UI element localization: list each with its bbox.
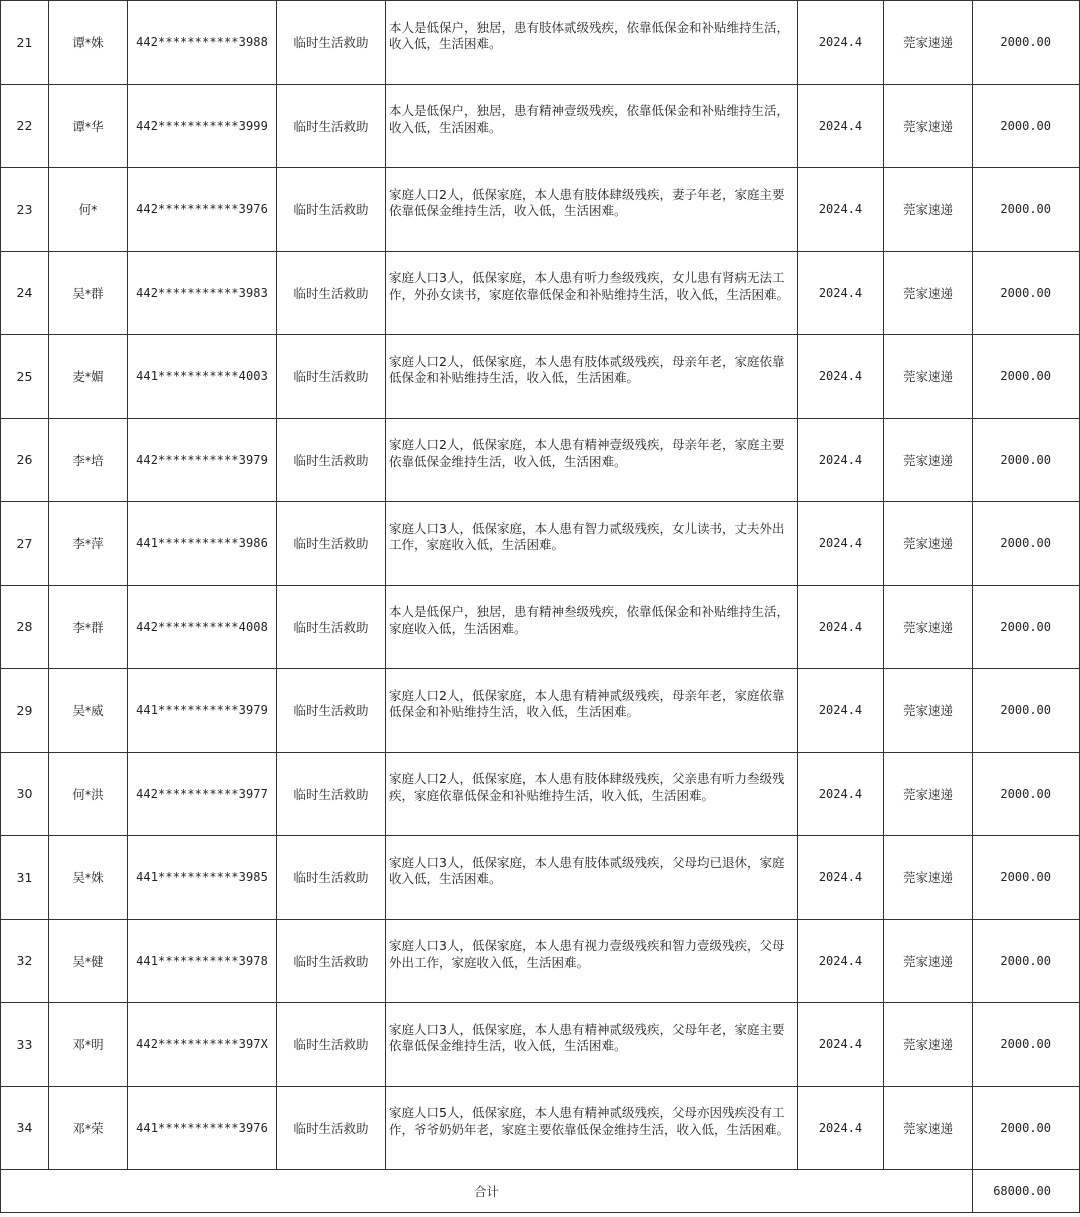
date-cell: 2024.4: [798, 752, 884, 836]
amount-cell: 2000.00: [973, 836, 1080, 920]
payment-method-cell: 莞家速递: [884, 84, 973, 168]
row-number-cell: 27: [1, 502, 49, 586]
id-number-cell: 441***********3986: [128, 502, 277, 586]
relief-type-cell: 临时生活救助: [277, 335, 386, 419]
situation-text: 本人是低保户，独居，患有肢体贰级残疾，依靠低保金和补贴维持生活，收入低，生活困难。: [389, 19, 790, 52]
situation-text: 家庭人口2人，低保家庭，本人患有精神贰级残疾，母亲年老，家庭依靠低保金和补贴维持生活，收入低，生活困难。: [389, 687, 785, 720]
row-number-cell: 28: [1, 585, 49, 669]
relief-type-cell: 临时生活救助: [277, 502, 386, 586]
total-row: [1, 1170, 1080, 1213]
name-cell: 李*群: [49, 585, 128, 669]
situation-text: 本人是低保户，独居，患有精神壹级残疾，依靠低保金和补贴维持生活，收入低，生活困难。: [389, 103, 790, 135]
table-row: [1, 1086, 1080, 1170]
relief-type-cell: 临时生活救助: [277, 84, 386, 168]
name-cell: 谭*姝: [49, 1, 128, 85]
id-number-cell: 442***********397X: [128, 1003, 277, 1087]
id-number-cell: 442***********3988: [128, 1, 277, 85]
amount-cell: 2000.00: [973, 1, 1080, 85]
name-cell: 吴*姝: [49, 836, 128, 920]
table-row: [1, 168, 1080, 252]
situation-cell: [386, 84, 798, 168]
relief-type-cell: 临时生活救助: [277, 919, 386, 1003]
table-body: [1, 1, 1080, 1170]
total-label: 合计: [1, 1170, 973, 1213]
payment-method-cell: 莞家速递: [884, 1003, 973, 1087]
situation-cell: [386, 919, 798, 1003]
row-number-cell: 32: [1, 919, 49, 1003]
name-cell: 邓*明: [49, 1003, 128, 1087]
total-amount: 68000.00: [973, 1170, 1080, 1213]
situation-cell: [386, 1, 798, 85]
amount-cell: 2000.00: [973, 251, 1080, 335]
date-cell: 2024.4: [798, 1003, 884, 1087]
table-row: [1, 335, 1080, 419]
situation-cell: [386, 168, 798, 252]
row-number-cell: 33: [1, 1003, 49, 1087]
table-row: [1, 1003, 1080, 1087]
amount-cell: 2000.00: [973, 1086, 1080, 1170]
amount-cell: 2000.00: [973, 669, 1080, 753]
payment-method-cell: 莞家速递: [884, 168, 973, 252]
situation-text: 家庭人口3人，低保家庭，本人患有听力叁级残疾，女儿患有肾病无法工作，外孙女读书，家庭依靠低保金和补贴维持生活，收入低，生活困难。: [389, 270, 790, 302]
row-number-cell: 25: [1, 335, 49, 419]
amount-cell: 2000.00: [973, 502, 1080, 586]
amount-cell: 2000.00: [973, 752, 1080, 836]
id-number-cell: 442***********3983: [128, 251, 277, 335]
relief-type-cell: 临时生活救助: [277, 1086, 386, 1170]
date-cell: 2024.4: [798, 502, 884, 586]
situation-cell: [386, 1086, 798, 1170]
situation-cell: [386, 836, 798, 920]
row-number-cell: 31: [1, 836, 49, 920]
amount-cell: 2000.00: [973, 168, 1080, 252]
name-cell: 麦*媚: [49, 335, 128, 419]
situation-text: 本人是低保户，独居，患有精神叁级残疾，依靠低保金和补贴维持生活，家庭收入低，生活困难。: [389, 604, 790, 636]
row-number-cell: 34: [1, 1086, 49, 1170]
date-cell: 2024.4: [798, 84, 884, 168]
id-number-cell: 442***********3979: [128, 418, 277, 502]
row-number-cell: 29: [1, 669, 49, 753]
situation-cell: [386, 1003, 798, 1087]
relief-type-cell: 临时生活救助: [277, 836, 386, 920]
table-row: [1, 669, 1080, 753]
amount-cell: 2000.00: [973, 335, 1080, 419]
situation-text: 家庭人口2人，低保家庭，本人患有精神壹级残疾，母亲年老，家庭主要依靠低保金维持生活，收入低，生活困难。: [389, 437, 785, 469]
name-cell: 李*培: [49, 418, 128, 502]
payment-method-cell: 莞家速递: [884, 669, 973, 753]
id-number-cell: 442***********4008: [128, 585, 277, 669]
relief-type-cell: 临时生活救助: [277, 669, 386, 753]
id-number-cell: 441***********3978: [128, 919, 277, 1003]
table-row: [1, 752, 1080, 836]
date-cell: 2024.4: [798, 669, 884, 753]
row-number-cell: 24: [1, 251, 49, 335]
relief-type-cell: 临时生活救助: [277, 1, 386, 85]
situation-text: 家庭人口3人，低保家庭，本人患有视力壹级残疾和智力壹级残疾，父母外出工作，家庭收入低，生活困难。: [389, 938, 785, 970]
table-row: [1, 585, 1080, 669]
payment-method-cell: 莞家速递: [884, 502, 973, 586]
table-row: [1, 251, 1080, 335]
table-row: [1, 84, 1080, 168]
situation-text: 家庭人口3人，低保家庭，本人患有精神贰级残疾，父母年老，家庭主要依靠低保金维持生活，收入低，生活困难。: [389, 1021, 785, 1054]
relief-type-cell: 临时生活救助: [277, 418, 386, 502]
date-cell: 2024.4: [798, 168, 884, 252]
id-number-cell: 442***********3976: [128, 168, 277, 252]
situation-cell: [386, 752, 798, 836]
row-number-cell: 23: [1, 168, 49, 252]
id-number-cell: 441***********3985: [128, 836, 277, 920]
payment-method-cell: 莞家速递: [884, 335, 973, 419]
relief-type-cell: 临时生活救助: [277, 168, 386, 252]
payment-method-cell: 莞家速递: [884, 836, 973, 920]
date-cell: 2024.4: [798, 1, 884, 85]
date-cell: 2024.4: [798, 418, 884, 502]
date-cell: 2024.4: [798, 919, 884, 1003]
payment-method-cell: 莞家速递: [884, 251, 973, 335]
name-cell: 何*: [49, 168, 128, 252]
row-number-cell: 26: [1, 418, 49, 502]
table-row: [1, 502, 1080, 586]
situation-cell: [386, 502, 798, 586]
date-cell: 2024.4: [798, 585, 884, 669]
relief-type-cell: 临时生活救助: [277, 585, 386, 669]
payment-method-cell: 莞家速递: [884, 585, 973, 669]
situation-cell: [386, 335, 798, 419]
payment-method-cell: 莞家速递: [884, 1, 973, 85]
id-number-cell: 442***********3977: [128, 752, 277, 836]
payment-method-cell: 莞家速递: [884, 1086, 973, 1170]
amount-cell: 2000.00: [973, 919, 1080, 1003]
situation-text: 家庭人口2人，低保家庭，本人患有肢体贰级残疾，母亲年老，家庭依靠低保金和补贴维持生活，收入低，生活困难。: [389, 353, 785, 386]
name-cell: 何*洪: [49, 752, 128, 836]
id-number-cell: 441***********3976: [128, 1086, 277, 1170]
situation-text: 家庭人口2人，低保家庭，本人患有肢体肆级残疾，妻子年老，家庭主要依靠低保金维持生活，收入低，生活困难。: [389, 186, 785, 219]
name-cell: 吴*威: [49, 669, 128, 753]
row-number-cell: 21: [1, 1, 49, 85]
row-number-cell: 22: [1, 84, 49, 168]
name-cell: 谭*华: [49, 84, 128, 168]
situation-cell: [386, 585, 798, 669]
payment-method-cell: 莞家速递: [884, 919, 973, 1003]
amount-cell: 2000.00: [973, 585, 1080, 669]
situation-cell: [386, 669, 798, 753]
id-number-cell: 441***********4003: [128, 335, 277, 419]
table-row: [1, 418, 1080, 502]
name-cell: 吴*群: [49, 251, 128, 335]
table-row: [1, 1, 1080, 85]
id-number-cell: 441***********3979: [128, 669, 277, 753]
row-number-cell: 30: [1, 752, 49, 836]
name-cell: 李*萍: [49, 502, 128, 586]
situation-cell: [386, 251, 798, 335]
relief-type-cell: 临时生活救助: [277, 251, 386, 335]
id-number-cell: 442***********3999: [128, 84, 277, 168]
payment-method-cell: 莞家速递: [884, 418, 973, 502]
amount-cell: 2000.00: [973, 418, 1080, 502]
table-row: [1, 836, 1080, 920]
date-cell: 2024.4: [798, 335, 884, 419]
situation-text: 家庭人口5人，低保家庭，本人患有精神贰级残疾，父母亦因残疾没有工作，爷爷奶奶年老，家庭主要依靠低保金维持生活，收入低，生活困难。: [389, 1105, 790, 1137]
table-row: [1, 919, 1080, 1003]
amount-cell: 2000.00: [973, 84, 1080, 168]
date-cell: 2024.4: [798, 251, 884, 335]
amount-cell: 2000.00: [973, 1003, 1080, 1087]
relief-type-cell: 临时生活救助: [277, 1003, 386, 1087]
relief-type-cell: 临时生活救助: [277, 752, 386, 836]
name-cell: 邓*荣: [49, 1086, 128, 1170]
situation-text: 家庭人口2人，低保家庭，本人患有肢体肆级残疾，父亲患有听力叁级残疾，家庭依靠低保金和补贴维持生活，收入低，生活困难。: [389, 771, 785, 803]
date-cell: 2024.4: [798, 836, 884, 920]
situation-cell: [386, 418, 798, 502]
name-cell: 吴*健: [49, 919, 128, 1003]
situation-text: 家庭人口3人，低保家庭，本人患有肢体贰级残疾，父母均已退休，家庭收入低，生活困难。: [389, 854, 785, 887]
payment-method-cell: 莞家速递: [884, 752, 973, 836]
situation-text: 家庭人口3人，低保家庭，本人患有智力贰级残疾，女儿读书，丈夫外出工作，家庭收入低，生活困难。: [389, 520, 785, 553]
date-cell: 2024.4: [798, 1086, 884, 1170]
